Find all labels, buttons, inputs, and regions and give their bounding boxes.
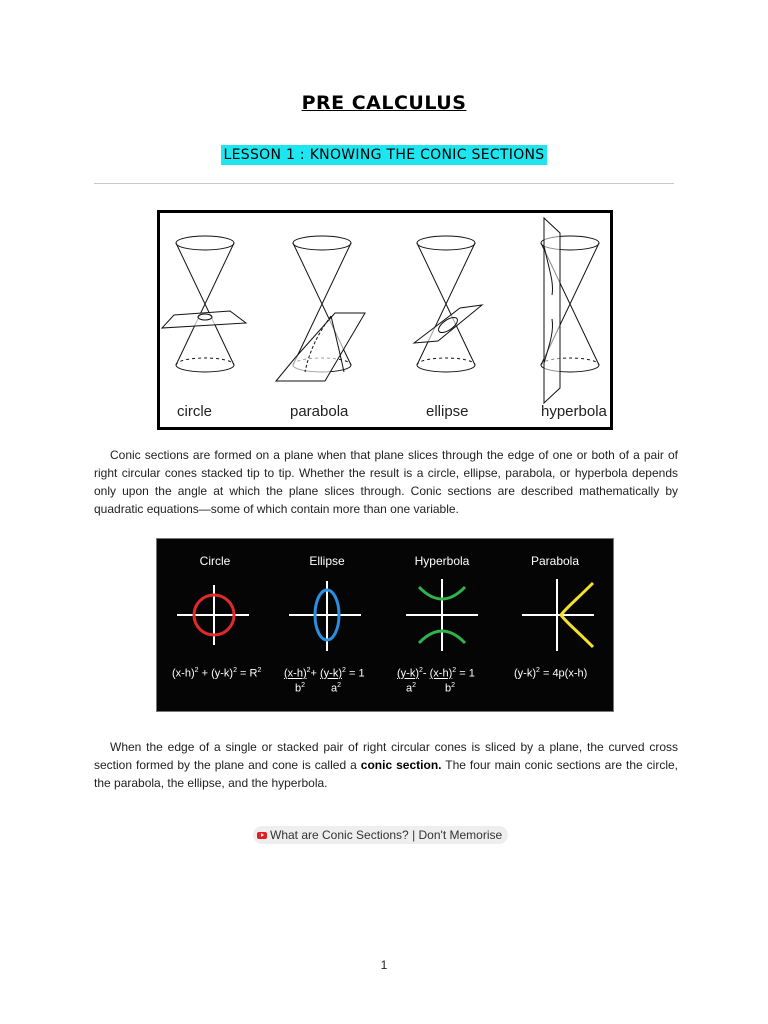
hyperbola-denominator-1: $a^2$: [406, 682, 417, 695]
intro-paragraph: Conic sections are formed on a plane when that plane slices through the edge of one or both of a pair of right circular cones stacked tip to tip. Whether the result is a circle, ellipse, parabola, or hyperbola depends only upon the angle at which the plane slices through. Conic sections are described mathematically by quadratic equations—some of which contain more than one variable.: [94, 448, 678, 516]
ellipse-cone-diagram: [414, 236, 482, 372]
conic-section-term: conic section.: [360, 758, 442, 772]
conic-equations-figure: [156, 538, 614, 712]
conic-cones-figure: [157, 210, 613, 430]
video-link[interactable]: [253, 826, 508, 844]
parabola-label: parabola: [290, 403, 349, 420]
parabola-title: Parabola: [530, 554, 580, 568]
definition-paragraph: When the edge of a single or stacked pair of right circular cones is sliced by a plane, the curved cross section formed by the plane and cone is called a conic section. The four main conic sections are the circle, the parabola, the ellipse, and the hyperbola.: [94, 740, 678, 790]
hyperbola-equation: $(y-k)^2-$ $(x-h)^2 = 1$: [397, 667, 475, 680]
ellipse-equation: $(x-h)^2+ (y-k)^2 = 1$: [284, 667, 365, 680]
parabola-cone-diagram: [276, 236, 365, 381]
circle-label: circle: [177, 403, 213, 420]
youtube-icon: [257, 832, 267, 839]
ellipse-denominator-1: $b^2$: [295, 682, 306, 695]
ellipse-title: Ellipse: [309, 554, 345, 568]
lesson-title: LESSON 1 : KNOWING THE CONIC SECTIONS: [221, 145, 548, 165]
hyperbola-label: hyperbola: [541, 403, 607, 420]
divider: [94, 183, 674, 184]
circle-title: Circle: [199, 554, 231, 568]
circle-equation: $(x-h)^2 + (y-k)^2 = R^2$: [172, 667, 262, 680]
video-link-label: What are Conic Sections? | Don't Memorise: [270, 828, 503, 842]
ellipse-denominator-2: $a^2$: [331, 682, 342, 695]
hyperbola-title: Hyperbola: [414, 554, 470, 568]
parabola-equation: $(y-k)^2 = 4p(x-h)$: [514, 667, 588, 680]
hyperbola-cone-diagram: [541, 218, 599, 403]
hyperbola-denominator-2: $b^2$: [445, 682, 456, 695]
page-title: PRE CALCULUS: [301, 92, 467, 114]
circle-cone-diagram: [162, 236, 246, 372]
page-number: 1: [380, 958, 388, 972]
ellipse-label: ellipse: [426, 403, 469, 420]
